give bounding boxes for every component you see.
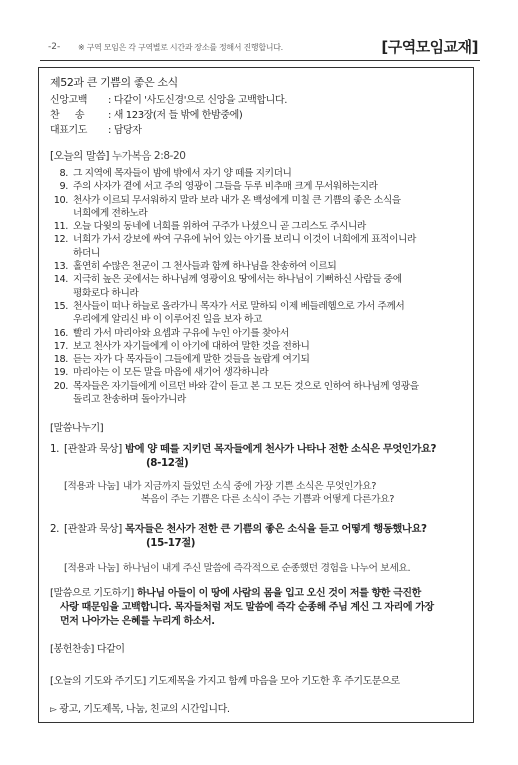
hymn-label: 찬 송 <box>50 110 91 121</box>
offering-row <box>50 643 470 657</box>
verse-text: 너희에게 전하노라 <box>73 207 148 219</box>
verse-number: 15. <box>53 300 68 312</box>
question-tag: [관찰과 묵상] <box>64 523 122 536</box>
closing-prayer-line: 하나님 아들이 이 땅에 사람의 몸을 입고 오신 것이 저를 향한 극진한 <box>133 588 421 600</box>
scripture-label: [오늘의 말씀] <box>50 150 110 162</box>
verse-number: 12. <box>53 234 68 246</box>
closing-prayer-tag: [말씀으로 기도하기] <box>50 588 134 600</box>
verse-number <box>50 287 73 300</box>
verse-text: 마리아는 이 모든 말을 마음에 새기어 생각하니라 <box>73 367 269 379</box>
question-ref: (15-17절) <box>146 537 196 550</box>
verse-text: 주의 사자가 곁에 서고 주의 영광이 그들을 두루 비추매 크게 무서워하는지라 <box>73 181 378 193</box>
scripture-reference: 누가복음 2:8-20 <box>112 150 186 162</box>
apply-tag: [적용과 나눔] <box>64 481 119 493</box>
verse-line <box>50 380 470 393</box>
hymn-row <box>50 109 470 124</box>
question-text: 목자들은 천사가 전한 큰 기쁨의 좋은 소식을 듣고 어떻게 행동했나요? <box>121 523 427 536</box>
confession-value: : 다같이 '사도신경'으로 신앙을 고백합니다. <box>108 95 287 106</box>
lesson-content <box>50 76 470 717</box>
brand-title: [구역모임교재] <box>381 38 478 56</box>
verse-text: 하더니 <box>73 247 100 259</box>
verse-line <box>50 366 470 379</box>
lesson-title: 제52과 큰 기쁨의 좋은 소식 <box>50 76 178 89</box>
verse-line <box>50 313 470 326</box>
page-number: -2- <box>48 42 61 52</box>
verse-number: 8. <box>59 168 68 179</box>
verse-number <box>50 207 73 220</box>
verse-number: 17. <box>53 340 68 352</box>
hymn-value: : 새 123장(저 들 밖에 한밤중에) <box>108 110 243 121</box>
verse-line <box>50 167 470 180</box>
verse-text: 보고 천사가 자기들에게 이 아기에 대하여 말한 것을 전하니 <box>73 340 310 352</box>
verse-list <box>50 167 470 406</box>
confession-row <box>50 94 470 109</box>
question-2 <box>50 522 470 575</box>
page-header <box>40 36 480 58</box>
verse-line <box>50 247 470 260</box>
meeting-note: ※ 구역 모임은 각 구역별로 시간과 장소를 정해서 진행합니다. <box>78 43 283 52</box>
verse-number: 19. <box>53 367 68 379</box>
verse-line <box>50 180 470 193</box>
question-number: 1. <box>50 443 60 456</box>
today-prayer-row <box>50 675 470 689</box>
verse-number: 10. <box>53 194 68 206</box>
verse-line <box>50 353 470 366</box>
closing-prayer-line: 먼저 나아가는 은혜를 누리게 하소서. <box>60 616 215 628</box>
verse-line <box>50 287 470 300</box>
today-prayer-value: 기도제목을 가지고 함께 마음을 모아 기도한 후 주기도문으로 <box>145 676 400 688</box>
verse-number <box>50 313 73 326</box>
verse-text: 우리에게 알리신 바 이 이루어진 일을 보자 하고 <box>73 314 262 326</box>
verse-line <box>50 327 470 340</box>
apply-line: 하나님이 내게 주신 말씀에 즉각적으로 순종했던 경험을 나누어 보세요. <box>122 563 411 575</box>
prayer-row <box>50 124 470 139</box>
verse-line <box>50 393 470 406</box>
verse-text: 듣는 자가 다 목자들이 그들에게 말한 것들을 놀랍게 여기되 <box>73 354 310 366</box>
verse-line <box>50 194 470 207</box>
question-number: 2. <box>50 523 60 536</box>
verse-number: 14. <box>53 274 68 286</box>
scripture-heading <box>50 149 470 163</box>
verse-text: 평화로다 하니라 <box>73 287 139 299</box>
question-1 <box>50 442 470 506</box>
verse-text: 천사들이 떠나 하늘로 올라가니 목자가 서로 말하되 이제 베들레헴으로 가서 주께서 <box>73 300 405 312</box>
question-text: 밤에 양 떼를 지키던 목자들에게 천사가 나타나 전한 소식은 무엇인가요? <box>121 443 437 456</box>
verse-text: 빨리 가서 마리아와 요셉과 구유에 누인 아기를 찾아서 <box>73 327 289 339</box>
verse-number: 18. <box>53 354 68 366</box>
verse-line <box>50 273 470 286</box>
verse-text: 돌리고 찬송하며 돌아가니라 <box>73 394 186 406</box>
verse-number: 16. <box>53 327 68 339</box>
verse-text: 목자들은 자기들에게 이르던 바와 같이 듣고 본 그 모든 것으로 인하여 하나님께 영광을 <box>73 380 419 392</box>
offering-tag: [봉헌찬송] <box>50 644 95 656</box>
closing-prayer <box>50 587 470 629</box>
verse-line <box>50 300 470 313</box>
verse-text: 그 지역에 목자들이 밤에 밖에서 자기 양 떼를 지키더니 <box>73 168 292 179</box>
prayer-value: : 담당자 <box>108 125 142 136</box>
apply-tag: [적용과 나눔] <box>64 563 119 575</box>
apply-line: 복음이 주는 기쁨은 다른 소식이 주는 기쁨과 어떻게 다른가요? <box>140 494 394 506</box>
verse-text: 너희가 가서 강보에 싸여 구유에 뉘어 있는 아기를 보리니 이것이 너희에게 표적이니라 <box>73 234 417 246</box>
verse-text: 오늘 다윗의 동네에 너희를 위하여 구주가 나셨으니 곧 그리스도 주시니라 <box>73 221 366 233</box>
announcement-text: 광고, 기도제목, 나눔, 친교의 시간입니다. <box>56 704 230 716</box>
arrow-icon: ▻ <box>50 705 57 716</box>
announcement-row <box>50 703 470 717</box>
verse-number <box>50 393 73 406</box>
verse-line <box>50 220 470 233</box>
header-divider <box>40 60 480 61</box>
sharing-heading: [말씀나누기] <box>50 423 104 435</box>
verse-number: 11. <box>53 221 68 233</box>
closing-prayer-line: 사랑 때문임을 고백합니다. 목자들처럼 저도 말씀에 즉각 순종해 주님 계신 그 자리에 가장 <box>60 602 434 614</box>
offering-value: 다같이 <box>94 644 125 656</box>
apply-line: 내가 지금까지 들었던 소식 중에 가장 기쁜 소식은 무엇인가요? <box>122 481 376 493</box>
verse-line <box>50 233 470 246</box>
verse-number: 20. <box>53 380 68 392</box>
verse-text: 지극히 높은 곳에서는 하나님께 영광이요 땅에서는 하나님이 기뻐하신 사람들 중에 <box>73 274 402 286</box>
verse-number <box>50 247 73 260</box>
verse-line <box>50 260 470 273</box>
verse-text: 홀연히 수많은 천군이 그 천사들과 함께 하나님을 찬송하여 이르되 <box>73 261 337 273</box>
question-tag: [관찰과 묵상] <box>64 443 122 456</box>
verse-text: 천사가 이르되 무서워하지 말라 보라 내가 온 백성에게 미칠 큰 기쁨의 좋은 소식을 <box>73 194 401 206</box>
question-ref: (8-12절) <box>146 457 189 470</box>
verse-number: 13. <box>53 261 68 273</box>
verse-number: 9. <box>59 181 68 193</box>
prayer-label: 대표기도 <box>50 125 88 136</box>
verse-line <box>50 207 470 220</box>
confession-label: 신앙고백 <box>50 95 88 106</box>
verse-line <box>50 340 470 353</box>
today-prayer-tag: [오늘의 기도와 주기도] <box>50 676 146 688</box>
